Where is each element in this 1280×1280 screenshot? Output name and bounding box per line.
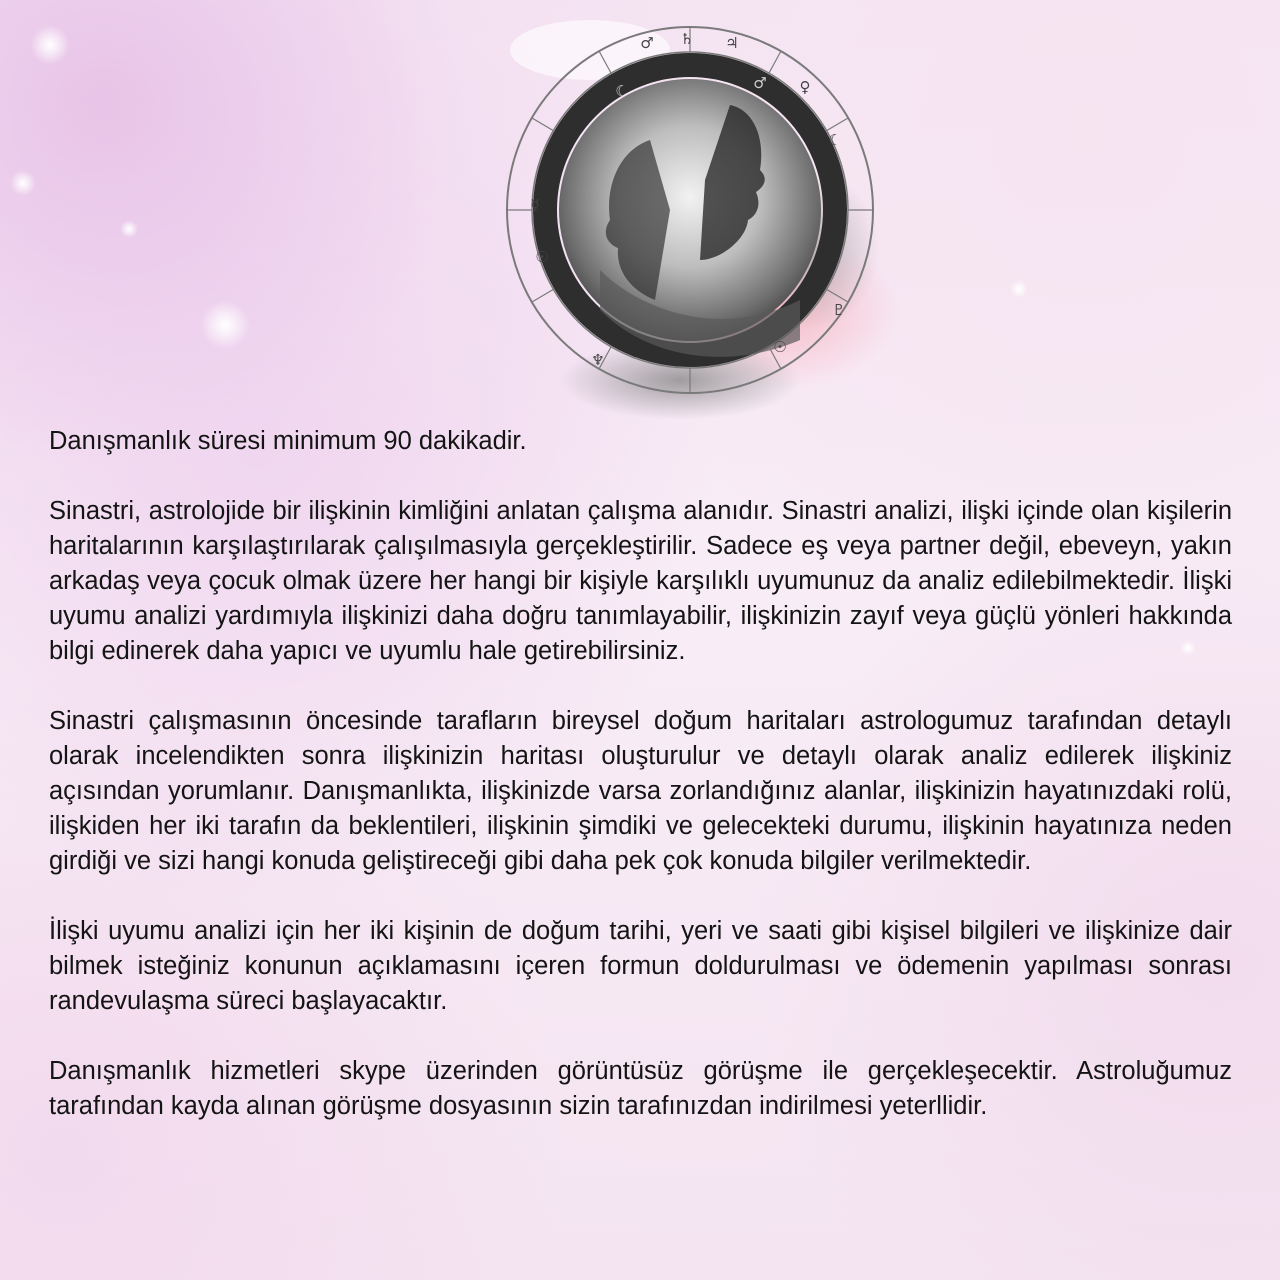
svg-text:♄: ♄	[680, 30, 694, 48]
svg-text:☉: ☉	[773, 338, 787, 356]
svg-text:♇: ♇	[832, 301, 846, 319]
svg-text:♆: ♆	[591, 351, 605, 369]
article-body	[49, 424, 1232, 1159]
svg-text:☿: ☿	[530, 196, 540, 214]
delivery-paragraph: Danışmanlık hizmetleri skype üzerinden görüntüsüz görüşme ile gerçekleşecektir. Astroluğumuz tarafından kayda alınan görüşme dosyasının sizin tarafınızdan indirilmesi yeterllidir.	[49, 1057, 1232, 1120]
sparkle-decoration	[120, 220, 138, 238]
svg-text:♀: ♀	[799, 78, 811, 96]
process-paragraph: Sinastri çalışmasının öncesinde tarafların bireysel doğum haritaları astrologumuz tarafından detaylı olarak incelendikten sonra ilişkinizin haritası oluşturulur ve detaylı olarak analiz edilerek ilişkiniz açısından yorumlanır. Danışmanlıkta, ilişkinizde varsa zorlandığınız alanlar, ilişkinizin hayatınızdaki rolü, ilişkiden her iki tarafın da beklentileri, ilişkinin şimdiki ve gelecekteki durumu, ilişkinin hayatınıza neden girdiği ve sizi hangi konuda geliştireceği gibi daha pek çok konuda bilgiler verilmektedir.	[49, 707, 1232, 875]
sparkle-decoration	[10, 170, 36, 196]
svg-text:♂: ♂	[753, 74, 767, 92]
sparkle-decoration	[1010, 280, 1028, 298]
sparkle-decoration	[30, 25, 70, 65]
intro-paragraph: Sinastri, astrolojide bir ilişkinin kimliğini anlatan çalışma alanıdır. Sinastri analizi, ilişki içinde olan kişilerin haritalarının karşılaştırılarak çalışılmasıyla gerçekleştirilir. Sadece eş veya partner değil, ebeveyn, yakın arkadaş veya çocuk olmak üzere her hangi bir kişiyle karşılıklı uyumunuz da analiz edilebilmektedir. İlişki uyumu analizi yardımıyla ilişkinizi daha doğru tanımlayabilir, ilişkinizin zayıf veya güçlü yönleri hakkında bilgi edinerek daha yapıcı ve uyumlu hale getirebilirsiniz.	[49, 497, 1232, 665]
svg-text:☾: ☾	[828, 131, 842, 149]
requirements-paragraph: İlişki uyumu analizi için her iki kişinin de doğum tarihi, yeri ve saati gibi kişisel bilgileri ve ilişkinize dair bilmek isteğiniz konunun açıklamasını içeren formun doldurulması ve ödemenin yapılması sonrası randevulaşma süreci başlayacaktır.	[49, 917, 1232, 1015]
duration-paragraph: Danışmanlık süresi minimum 90 dakikadir.	[49, 427, 527, 455]
svg-text:☉: ☉	[535, 248, 549, 266]
zodiac-wheel-illustration	[480, 10, 900, 420]
svg-text:♃: ♃	[725, 34, 739, 52]
zodiac-wheel-icon	[480, 10, 900, 420]
svg-text:♂: ♂	[640, 34, 654, 52]
svg-text:☾: ☾	[615, 82, 629, 100]
sparkle-decoration	[200, 300, 250, 350]
